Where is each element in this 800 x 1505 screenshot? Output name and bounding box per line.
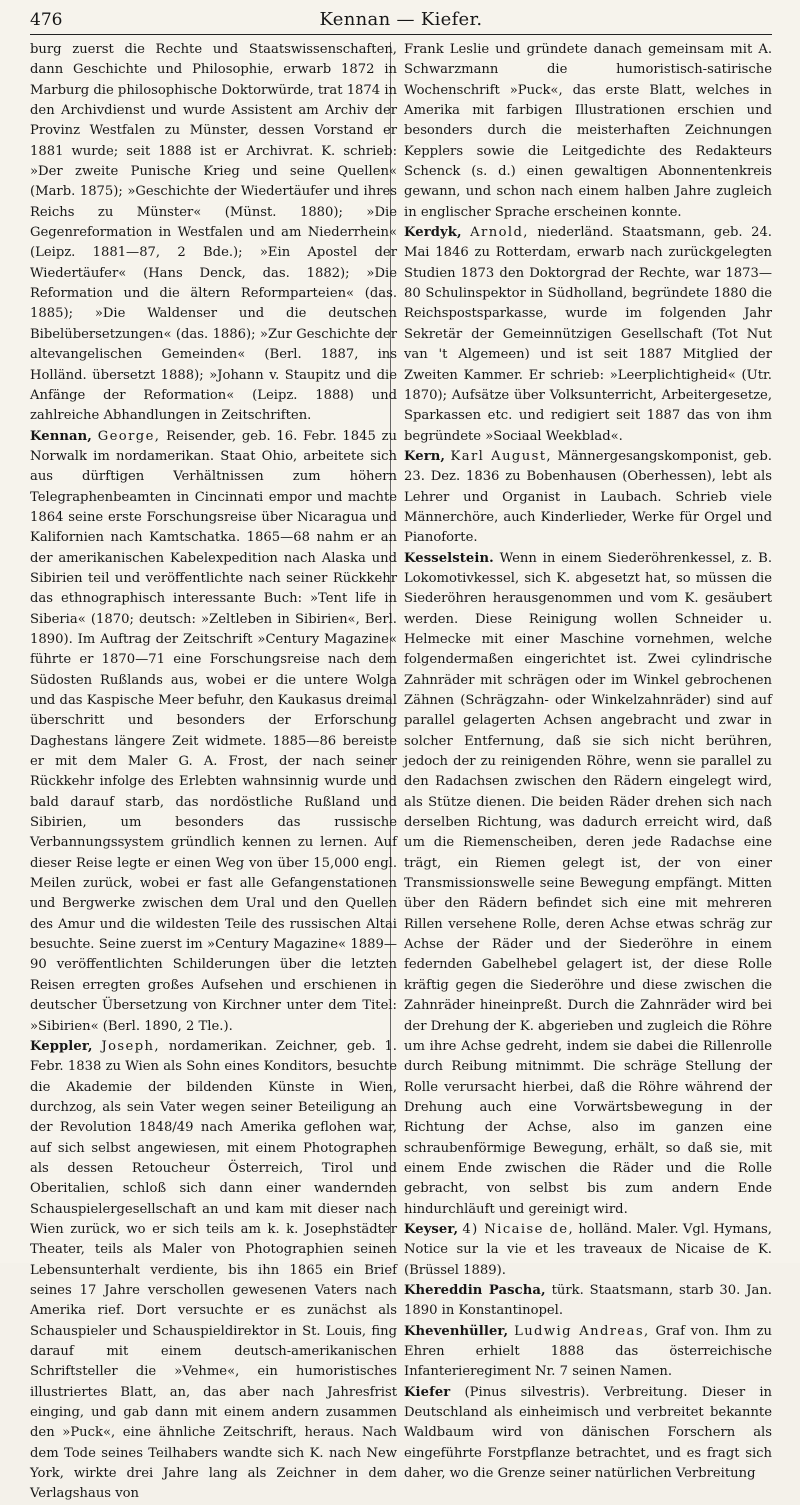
running-title: Kennan — Kiefer. (319, 9, 483, 30)
person-name: Joseph, (101, 1038, 160, 1054)
entry-keyser (404, 1220, 772, 1281)
headword: Kennan, (30, 428, 92, 444)
headword: Keppler, (30, 1038, 93, 1054)
entry-kesselstein (404, 549, 772, 1220)
page-number: 476 (30, 10, 63, 30)
entry-text: niederländ. Staatsmann, geb. 24. Mai 1846 zu Rotterdam, erwarb nach zurückgelegten Studien 1873 den Doktorgrad der Rechte, war 1873—80 Schulinspektor in Südholland, begründete 1880 die Reichspostsparkasse, wurde im folgenden Jahr Sekretär der Gemeinnützigen Gesellschaft (Tot Nut van 't Algemeen) und ist seit 1887 Mitglied der Zweiten Kammer. Er schrieb: »Leerplichtigheid« (Utr. 1870); Aufsätze über Volksunterricht, Arbeitergesetze, Sparkassen etc. und redigiert seit 1887 das von ihm begründete »Sociaal Weekblad«. (404, 225, 772, 444)
entry-text: türk. Staatsmann, starb 30. Jan. 1890 in Konstantinopel. (404, 1282, 772, 1319)
person-name: 4) Nicaise de, (462, 1221, 575, 1237)
entry-kerdyk (404, 223, 772, 447)
entry-keppler (30, 1037, 397, 1505)
entry-kern (404, 447, 772, 549)
page-header (30, 4, 772, 35)
headword: Khevenhüller, (404, 1323, 509, 1339)
entry-kennan (30, 427, 397, 1037)
entry-text: nordamerikan. Zeichner, geb. 1. Febr. 1838 zu Wien als Sohn eines Konditors, besuchte die Akademie der bildenden Künste in Wien, durchzog, als sein Vater wegen seiner Beteiligung an der Revolution 1848/49 nach Amerika geflohen war, auf sich selbst angewiesen, mit einem Photographen als dessen Retoucheur Österreich, Tirol und Oberitalien, schloß sich dann einer wandernden Schauspielergesellschaft an und kam mit dieser nach Wien zurück, wo er sich teils am k. k. Josephstädter Theater, teils als Maler von Photographien seinen Lebensunterhalt verdiente, bis ihn 1865 ein Brief seines 17 Jahre verschollen gewesenen Vaters nach Amerika rief. Dort versuchte er es zunächst als Schauspieler und Schauspieldirektor in St. Louis, fing darauf mit einem deutsch-amerikanischen Schriftsteller die »Vehme«, ein humoristisches illustriertes Blatt, an, das aber nach Jahresfrist einging, und gab dann mit einem andern zusammen den »Puck«, eine ähnliche Zeitschrift, heraus. Nach dem Tode seines Teilhabers wandte sich K. nach New York, wirkte drei Jahre lang als Zeichner in dem Verlagshaus von (30, 1038, 397, 1502)
left-column (30, 40, 397, 1502)
person-name: Karl August, (450, 448, 553, 464)
entry-khereddin (404, 1281, 772, 1322)
entry-text: Reisender, geb. 16. Febr. 1845 zu Norwalk im nordamerikan. Staat Ohio, arbeitete sich aus dürftigen Verhältnissen zum höhern Telegraphenbeamten in Cincinnati empor und machte 1864 seine erste Forschungsreise über Nicaragua und Kalifornien nach Kamtschatka. 1865—68 nahm er an der amerikanischen Kabelexpedition nach Alaska und Sibirien teil und veröffentlichte nach seiner Rückkehr das ethnographisch interessante Buch: »Tent life in Siberia« (1870; deutsch: »Zeltleben in Sibirien«, Berl. 1890). Im Auftrag der Zeitschrift »Century Magazine« führte er 1870—71 eine Forschungsreise nach dem Südosten Rußlands aus, wobei er die untere Wolga und das Kaspische Meer befuhr, den Kaukasus dreimal überschritt und besonders der Erforschung Daghestans längere Zeit widmete. 1885—86 bereiste er mit dem Maler G. A. Frost, der nach seiner Rückkehr infolge des Erlebten wahnsinnig wurde und bald darauf starb, das nordöstliche Rußland und Sibirien, um besonders das russische Verbannungssystem gründlich kennen zu lernen. Auf dieser Reise legte er einen Weg von über 15,000 engl. Meilen zurück, wobei er fast alle Gefangenstationen und Bergwerke zwischen dem Ural und den Quellen des Amur und die wildesten Teile des russischen Altai besuchte. Seine zuerst im »Century Magazine« 1889—90 veröffentlichten Schilderungen über die letzten Reisen erregten großes Aufsehen und erschienen in deutscher Übersetzung von Kirchner unter dem Titel: »Sibirien« (Berl. 1890, 2 Tle.). (30, 428, 397, 1034)
entry-text: Wenn in einem Siederöhrenkessel, z. B. Lokomotivkessel, sich K. abgesetzt hat, so müssen die Siederöhren herausgenommen und vom K. gesäubert werden. Diese Reinigung wollen Schneider u. Helmecke mit einer Maschine vornehmen, welche folgendermaßen eingerichtet ist. Zwei cylindrische Zahnräder mit schrägen oder im Winkel gebrochenen Zähnen (Schrägzahn- oder Winkelzahnräder) sind auf parallel gelagerten Achsen angebracht und zwar in solcher Entfernung, daß sie sich nicht berühren, jedoch der zu reinigenden Röhre, wenn sie parallel zu den Radachsen zwischen den Rädern eingelegt wird, als Stütze dienen. Die beiden Räder drehen sich nach derselben Richtung, was dadurch erreicht wird, daß um die Riemenscheiben, deren jede Radachse eine trägt, ein Riemen gelegt ist, der von einer Transmissionswelle seine Bewegung empfängt. Mitten über den Rädern befindet sich eine mit mehreren Rillen versehene Rolle, deren Achse etwas schräg zur Achse der Räder und der Siederöhre in einem federnden Gabelhebel gelagert ist, der diese Rolle kräftig gegen die Siederöhre und diese zwischen die Zahnräder hineinpreßt. Durch die Zahnräder wird bei der Drehung der K. abgerieben und zugleich die Röhre um ihre Achse gedreht, indem sie dabei die Rillenrolle durch Reibung mitnimmt. Die schräge Stellung der Rolle verursacht hierbei, daß die Röhre während der Drehung auch eine Vorwärtsbewegung in der Richtung der Achse, also im ganzen eine schraubenförmige Bewegung, erhält, so daß sie, mit einem Ende zwischen die Räder und die Rolle gebracht, von selbst bis zum andern Ende hindurchläuft und gereinigt wird. (404, 550, 772, 1217)
person-name: George, (97, 428, 161, 444)
headword: Kerdyk, (404, 225, 462, 241)
entry-text: holländ. Maler. Vgl. Hymans, Notice sur la vie et les traveaux de Nicaise de K. (Brüssel 1889). (404, 1221, 772, 1278)
person-name: Arnold, (470, 225, 529, 241)
continuation-paragraph: Frank Leslie und gründete danach gemeinsam mit A. Schwarzmann die humoristisch-satirische Wochenschrift »Puck«, das erste Blatt, welches in Amerika mit farbigen Illustrationen erschien und besonders durch die meisterhaften Zeichnungen Kepplers sowie die Leitgedichte des Redakteurs Schenck (s. d.) einen gewaltigen Abonnentenkreis gewann, und schon nach einem halben Jahre zugleich in englischer Sprache erscheinen konnte. (404, 42, 772, 220)
continuation-paragraph: burg zuerst die Rechte und Staatswissenschaften, dann Geschichte und Philosophie, erwarb 1872 in Marburg die philosophische Doktorwürde, trat 1874 in den Archivdienst und wurde Assistent am Archiv der Provinz Westfalen zu Münster, dessen Vorstand er 1881 wurde; seit 1888 ist er Archivrat. K. schrieb: »Der zweite Punische Krieg und seine Quellen« (Marb. 1875); »Geschichte der Wiedertäufer und ihres Reichs zu Münster« (Münst. 1880); »Die Gegenreformation in Westfalen und am Niederrhein« (Leipz. 1881—87, 2 Bde.); »Ein Apostel der Wiedertäufer« (Hans Denck, das. 1882); »Die Reformation und die ältern Reformparteien« (das. 1885); »Die Waldenser und die deutschen Bibelübersetzungen« (das. 1886); »Zur Geschichte der altevangelischen Gemeinden« (Berl. 1887, ins Holländ. übersetzt 1888); »Johann v. Staupitz und die Anfänge der Reformation« (Leipz. 1888) und zahlreiche Abhandlungen in Zeitschriften. (30, 42, 397, 424)
person-name: Ludwig Andreas, (514, 1323, 650, 1339)
entry-text: Graf von. Ihm zu Ehren erhielt 1888 das österreichische Infanterieregiment Nr. 7 seinen Namen. (404, 1323, 772, 1380)
entry-khevenhueller (404, 1322, 772, 1383)
headword: Khereddin Pascha, (404, 1282, 546, 1298)
entry-kiefer (404, 1383, 772, 1485)
headword: Kiefer (404, 1384, 451, 1400)
headword: Kern, (404, 448, 446, 464)
headword: Kesselstein. (404, 550, 494, 566)
headword: Keyser, (404, 1221, 459, 1237)
entry-text: Männergesangskomponist, geb. 23. Dez. 1836 zu Bobenhausen (Oberhessen), lebt als Lehrer und Organist in Laubach. Schrieb viele Männerchöre, auch Kinderlieder, Werke für Orgel und Pianoforte. (404, 448, 772, 546)
entry-text: (Pinus silvestris). Verbreitung. Dieser in Deutschland als einheimisch und verbreitet bekannte Waldbaum wird von dänischen Forschern als eingeführte Forstpflanze betrachtet, und es fragt sich daher, wo die Grenze seiner natürlichen Verbreitung (404, 1384, 772, 1482)
right-column (404, 40, 772, 1482)
